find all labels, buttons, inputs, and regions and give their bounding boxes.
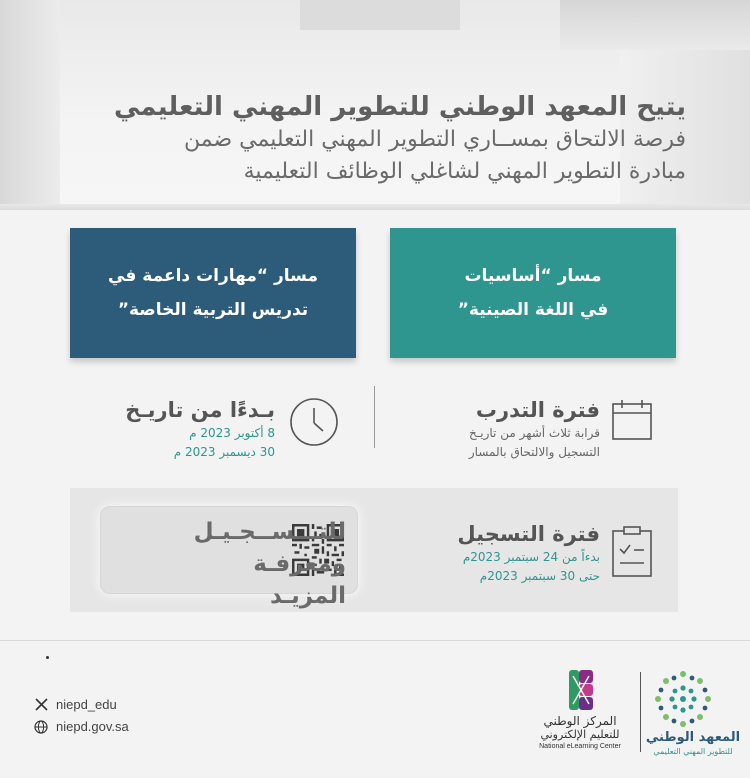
start-date-title: بـدءًا من تاريـخ bbox=[125, 398, 275, 422]
hero-floor-edge bbox=[0, 204, 750, 210]
x-twitter-icon bbox=[34, 698, 48, 712]
niepd-name-ar-1: المعهد الوطني bbox=[645, 730, 741, 745]
start-date-line-2: 30 ديسمبر 2023 م bbox=[173, 445, 275, 459]
globe-icon bbox=[34, 720, 48, 734]
niepd-logo-text bbox=[643, 730, 743, 758]
register-button-label[interactable] bbox=[170, 516, 346, 612]
training-period-title: فترة التدرب bbox=[475, 398, 600, 422]
footer-divider bbox=[0, 640, 750, 641]
headline-line-1: يتيح المعهد الوطني للتطوير المهني التعليمي bbox=[114, 92, 686, 122]
headline-line-3: مبادرة التطوير المهني لشاغلي الوظائف التعليمية bbox=[243, 159, 686, 184]
track-card-special-education-line-1: مسار “مهارات داعمة في bbox=[108, 266, 318, 286]
elearning-name-en: National eLearning Center bbox=[539, 743, 621, 750]
registration-period-title: فترة التسجيل bbox=[457, 522, 600, 546]
clock-icon bbox=[288, 396, 340, 448]
track-card-special-education-line-2: تدريس التربية الخاصة” bbox=[117, 300, 309, 320]
info-divider bbox=[374, 386, 375, 448]
niepd-name-ar-2: للتطوير المهني التعليمي bbox=[653, 747, 733, 756]
elearning-name-ar-2: للتعليم الإلكتروني bbox=[540, 728, 620, 741]
twitter-link[interactable] bbox=[34, 697, 117, 712]
twitter-handle: niepd_edu bbox=[56, 697, 117, 712]
training-period-line-1: قرابة ثلاث أشهر من تاريـخ bbox=[468, 426, 600, 440]
headline-line-2: فرصة الالتحاق بمســاري التطوير المهني التعليمي ضمن bbox=[184, 127, 686, 152]
track-card-chinese-line-2: في اللغة الصينية” bbox=[457, 300, 609, 320]
hero-ceiling-light bbox=[300, 0, 460, 30]
elearning-name-ar-1: المركز الوطني bbox=[543, 714, 617, 728]
logo-separator bbox=[640, 672, 641, 752]
registration-period-line-1: بدءاً من 24 سبتمبر 2023م bbox=[462, 550, 600, 564]
headline bbox=[46, 90, 686, 188]
track-card-chinese[interactable] bbox=[390, 228, 676, 358]
calendar-icon bbox=[610, 398, 654, 442]
register-cta-line-2: ومعرفـة المزيـد bbox=[253, 551, 346, 609]
start-date-line-1: 8 أكتوبر 2023 م bbox=[189, 426, 275, 440]
hero-ceiling-right bbox=[560, 0, 750, 50]
start-date bbox=[115, 396, 275, 462]
register-cta-line-1: للتـــســجـيـل bbox=[193, 519, 346, 545]
website-link[interactable] bbox=[34, 719, 129, 734]
track-card-chinese-line-1: مسار “أساسيات bbox=[464, 266, 602, 286]
training-period-line-2: التسجيل والالتحاق بالمسار bbox=[468, 445, 600, 459]
elearning-logo-text bbox=[535, 714, 625, 752]
elearning-logo-icon bbox=[565, 668, 597, 712]
website-url: niepd.gov.sa bbox=[56, 719, 129, 734]
registration-period-line-2: حتى 30 سبتمبر 2023م bbox=[479, 569, 600, 583]
registration-period bbox=[390, 520, 600, 586]
niepd-logo-icon bbox=[650, 666, 716, 732]
footer-dot bbox=[46, 656, 49, 659]
clipboard-icon bbox=[610, 525, 654, 579]
track-card-special-education[interactable] bbox=[70, 228, 356, 358]
training-period bbox=[390, 396, 600, 462]
